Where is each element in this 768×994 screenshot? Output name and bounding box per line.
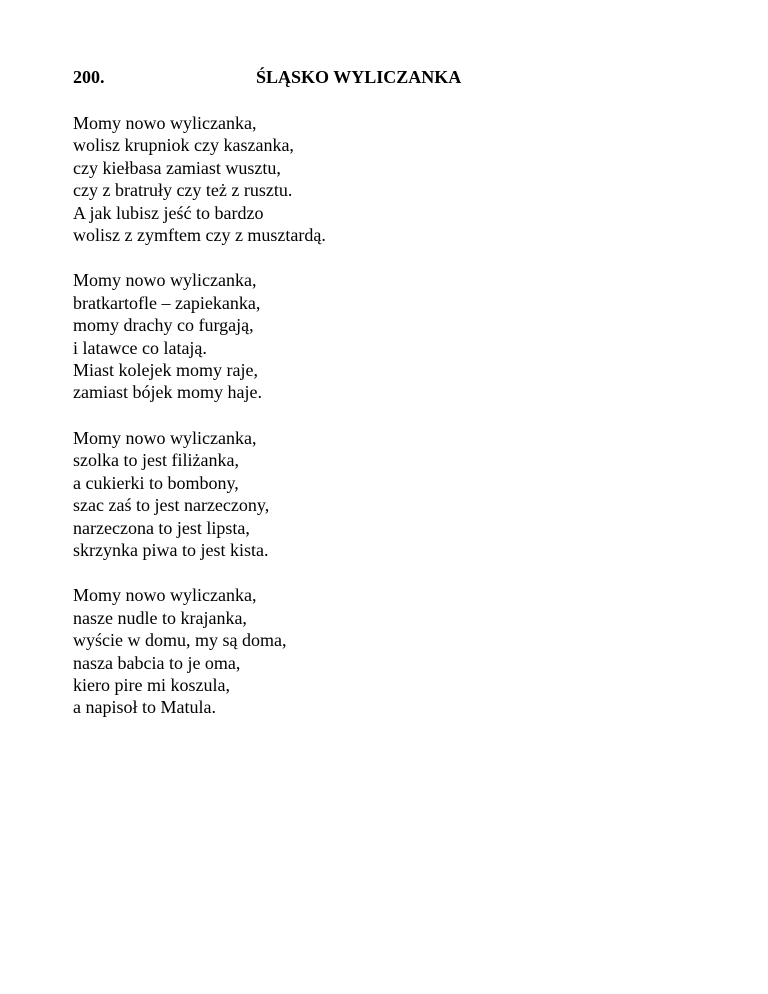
poem-line: i latawce co latają. [73,337,207,358]
poem-line: wolisz z zymftem czy z musztardą. [73,225,326,246]
poem-line: skrzynka piwa to jest kista. [73,539,269,560]
poem-line: wolisz krupniok czy kaszanka, [73,135,294,156]
poem-line: narzeczona to jest lipsta, [73,517,250,538]
poem-line: Momy nowo wyliczanka, [73,113,257,133]
stanza-1 [73,112,673,246]
poem-line: szac zaś to jest narzeczony, [73,495,270,516]
poem-title: ŚLĄSKO WYLICZANKA [256,67,462,87]
poem-heading [73,65,673,89]
poem-line: czy z bratruły czy też z rusztu. [73,180,293,201]
poem-line: szolka to jest filiżanka, [73,450,239,471]
poem-line: Momy nowo wyliczanka, [73,585,257,606]
poem-line: wyście w domu, my są doma, [73,630,287,651]
poem-line: czy kiełbasa zamiast wusztu, [73,157,281,178]
poem-line: zamiast bójek momy haje. [73,382,262,403]
poem-line: a napisoł to Matula. [73,697,216,718]
poem-line: Miast kolejek momy raje, [73,360,258,381]
stanza-2 [73,269,673,403]
poem-line: Momy nowo wyliczanka, [73,270,257,291]
poem-line: kiero pire mi koszula, [73,674,230,695]
stanza-4 [73,584,673,718]
poem-line: A jak lubisz jeść to bardzo [73,202,264,223]
poem-line: bratkartofle – zapiekanka, [73,292,261,313]
poem-body [73,112,673,742]
poem-line: nasza babcia to je oma, [73,652,241,673]
stanza-3 [73,427,673,561]
poem-number: 200. [73,67,105,87]
poem-line: a cukierki to bombony, [73,472,239,493]
poem-line: momy drachy co furgają, [73,315,254,336]
poem-line: nasze nudle to krajanka, [73,607,247,628]
poem-line: Momy nowo wyliczanka, [73,427,257,448]
